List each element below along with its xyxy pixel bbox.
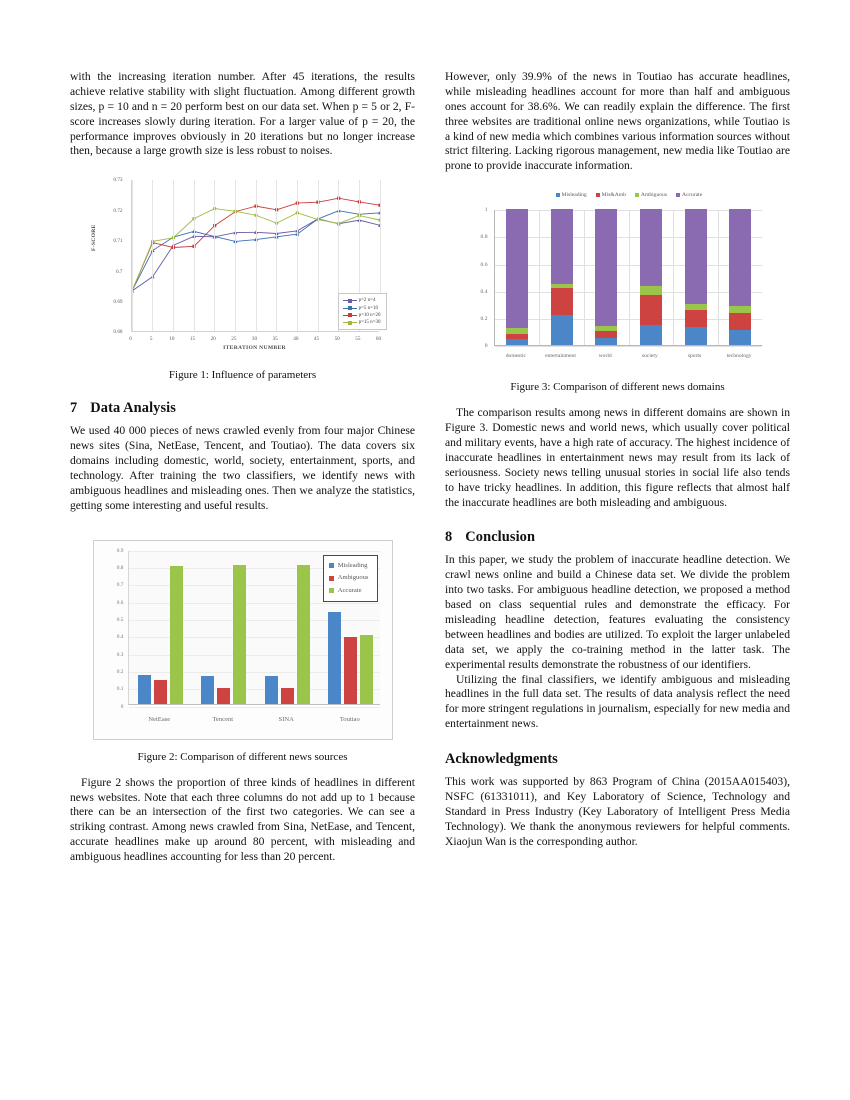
figure2-legend-item (329, 560, 369, 573)
figure2-legend (323, 555, 378, 603)
figure1-legend-item (343, 312, 381, 319)
figure1-legend-swatch (343, 320, 357, 325)
figure2-y-tick-label: 0 (120, 703, 124, 710)
figure2-legend-item (329, 572, 369, 585)
figure2-bar-group (129, 551, 193, 704)
figure3-legend-label: Mis&Amb (601, 192, 626, 199)
paragraph-data-analysis: We used 40 000 pieces of news crawled evenly from four major Chinese news sites (Sina, NetEase, Tencent, and Toutiao). The data covers six domains including domestic, world, society, entertainment, sports, and technology. After training the two classifiers, we identify news with ambiguous headlines and misleading ones. Then we analyze the statistics, getting some interesting and useful results. (70, 424, 415, 512)
figure1-gridline (194, 180, 195, 331)
figure3-legend-swatch (596, 193, 600, 197)
figure2-legend-label: Misleading (337, 561, 368, 569)
figure2-legend-item (329, 585, 369, 598)
figure3-legend-swatch (676, 193, 680, 197)
figure3-x-tick-label: world (598, 353, 612, 360)
section-number: 8 (445, 529, 453, 546)
figure1-x-tick-label: 25 (231, 336, 237, 343)
figure3-legend (556, 192, 703, 198)
figure2-legend-swatch (329, 576, 334, 581)
paragraph-toutiao-stats: However, only 39.9% of the news in Toutiao has accurate headlines, while misleading headlines account for more than half and ambiguous ones account for 38.6%. We can readily explain the difference. The first three websites are traditional online news organizations, while Toutiao is a kind of new media which combines various information sources without strict filtering. Lacking rigorous management, new media like Toutiao are prone to provide inaccurate information. (445, 70, 790, 173)
figure2-legend-swatch (329, 563, 334, 568)
figure3-bar-segment (729, 330, 751, 345)
paragraph-conclusion-1: In this paper, we study the problem of inaccurate headline detection. We crawl news online and build a Chinese data set. We divide the problem into two tasks. For ambiguous headline detection, we proposed a method based on class sequential rules and demonstrate the efficacy. For misleading headline detection, features evaluating the consistency between headlines and bodies are utilized. To exploit the larger unlabeled data set, we apply the co-training method in the latter task. The experimental results demonstrate the robustness of our identifiers. (445, 553, 790, 671)
section-number: 7 (70, 400, 78, 417)
figure3-legend-item (596, 192, 626, 198)
figure2-legend-label: Ambiguous (337, 574, 369, 582)
paragraph-figure3-discussion: The comparison results among news in different domains are shown in Figure 3. Domestic news and world news, which usually cover political and military events, have a high rate of accuracy. The highest incidence of inaccurate headlines in entertainment news may result from its lack of seriousness. Society news telling unusual stories in social life also tends to have tricky headlines. In addition, this figure reflects that almost half the inaccurate headlines are both misleading and ambiguous. (445, 406, 790, 509)
figure3-bar-segment (685, 327, 707, 345)
figure3-stacked-bar (729, 209, 751, 345)
figure1-gridline (132, 180, 133, 331)
figure1-legend-swatch (343, 306, 357, 311)
figure3-bar-segment (685, 209, 707, 303)
figure3-x-tick-label: technology (726, 353, 752, 360)
figure2-y-tick-label: 0.3 (116, 651, 124, 658)
figure1-y-tick-label: 0.68 (113, 329, 123, 336)
figure3-y-tick-label: 0 (484, 343, 488, 350)
paragraph-figure2-discussion: Figure 2 shows the proportion of three kinds of headlines in different news websites. Note that each three columns do not add up to 1 because there can be an intersection of the first two categories. We can see a striking contrast. Among news crawled from Sina, NetEase, and Tencent, accurate headlines make up around 80 percent, with misleading and ambiguous headlines accounting for less than 20 percent. (70, 775, 415, 864)
figure1-x-tick-label: 40 (293, 336, 299, 343)
figure1-caption: Figure 1: Influence of parameters (168, 369, 317, 382)
figure1-x-tick-label: 15 (189, 336, 196, 343)
figure1-x-tick-label: 60 (375, 336, 382, 343)
figure-2 (70, 540, 415, 763)
figure2-y-tick-label: 0.8 (116, 565, 124, 572)
figure3-gridline-vertical (673, 210, 674, 345)
figure1-y-tick-label: 0.7 (116, 268, 123, 275)
figure2-bar (201, 676, 214, 703)
figure2-caption: Figure 2: Comparison of different news sources (137, 750, 348, 763)
figure-1 (70, 173, 415, 381)
figure1-x-axis-title: ITERATION NUMBER (223, 345, 286, 352)
figure2-legend-label: Accurate (337, 586, 362, 594)
figure1-gridline (173, 180, 174, 331)
figure3-legend-item (635, 192, 667, 198)
figure2-bar (265, 676, 278, 703)
figure3-gridline (495, 346, 762, 347)
figure3-bar-segment (506, 339, 528, 345)
figure3-stacked-bar (595, 209, 617, 345)
figure3-y-tick-label: 0.4 (480, 288, 488, 295)
figure1-legend-item (343, 305, 381, 312)
figure1-y-axis-title: F-SCORE (90, 224, 97, 252)
figure1-x-tick-label: 35 (272, 336, 278, 343)
figure1-gridline (152, 180, 153, 331)
figure1-legend-item (343, 319, 381, 326)
figure3-bar-segment (640, 209, 662, 286)
figure2-bar (360, 635, 373, 704)
figure1-y-tick-label: 0.71 (113, 238, 123, 245)
figure3-legend-item (676, 192, 702, 198)
figure2-y-tick-label: 0.5 (116, 617, 124, 624)
figure3-y-tick-label: 1 (484, 207, 488, 214)
figure2-chart (93, 540, 393, 740)
figure3-gridline-vertical (584, 210, 585, 345)
figure3-stacked-bar (685, 209, 707, 345)
figure2-y-tick-label: 0.2 (116, 669, 124, 676)
figure1-gridline (214, 180, 215, 331)
figure1-legend-label: p=10 n=20 (358, 312, 381, 318)
figure1-chart (90, 173, 393, 358)
figure3-bar-segment (595, 331, 617, 338)
figure1-x-tick-label: 20 (210, 336, 216, 343)
figure1-legend-swatch (343, 313, 357, 318)
figure3-bar-segment (685, 304, 707, 311)
figure1-y-tick-label: 0.69 (113, 298, 123, 305)
figure2-bar (217, 688, 230, 704)
two-column-layout (70, 70, 790, 1040)
figure1-x-tick-label: 10 (169, 336, 175, 343)
figure3-bar-segment (729, 306, 751, 313)
figure2-x-tick-label: SINA (278, 715, 294, 723)
figure3-legend-swatch (556, 193, 560, 197)
figure2-y-tick-label: 0.4 (116, 634, 124, 641)
figure1-y-tick-label: 0.73 (113, 177, 123, 184)
figure2-bar (138, 675, 151, 703)
figure3-bar-segment (729, 313, 751, 331)
figure3-legend-label: Misleading (561, 192, 587, 199)
figure2-y-tick-label: 0.6 (116, 599, 124, 606)
figure2-bar (328, 612, 341, 703)
right-column (445, 70, 790, 1040)
figure3-y-tick-label: 0.8 (480, 234, 488, 241)
acknowledgments-heading: Acknowledgments (445, 751, 558, 768)
figure-3 (445, 192, 790, 393)
figure3-stacked-bar (506, 209, 528, 345)
figure3-bar-segment (506, 209, 528, 327)
figure3-plot-area (494, 210, 762, 346)
figure1-gridline (276, 180, 277, 331)
figure2-bar (344, 637, 357, 704)
figure2-bar (297, 565, 310, 704)
figure3-bar-segment (595, 338, 617, 345)
figure1-x-tick-label: 0 (129, 336, 132, 343)
figure2-gridline (129, 707, 380, 708)
figure2-bar-group (192, 551, 256, 704)
figure2-bar (154, 680, 167, 704)
figure2-bar-group (256, 551, 320, 704)
figure2-x-tick-label: Tencent (212, 715, 234, 723)
section-title: Data Analysis (90, 400, 176, 417)
figure3-x-tick-label: sports (687, 353, 702, 360)
figure2-y-tick-label: 0.1 (116, 686, 124, 693)
figure2-bar (233, 565, 246, 704)
figure3-legend-label: Ambiguous (640, 192, 668, 199)
paragraph-conclusion-2: Utilizing the final classifiers, we identify ambiguous and misleading headlines in the full data set. The results of data analysis reflect the need for more stringent regulations in journalism, especially for new media and entertainment news. (445, 672, 790, 731)
figure3-stacked-bar (551, 209, 573, 345)
figure2-y-tick-label: 0.7 (116, 582, 124, 589)
figure1-gridline (318, 180, 319, 331)
figure3-gridline-vertical (539, 210, 540, 345)
figure1-gridline (256, 180, 257, 331)
figure3-bar-segment (551, 209, 573, 283)
figure1-y-tick-label: 0.72 (113, 207, 123, 214)
figure1-legend-item (343, 297, 381, 304)
figure1-legend-label: p=15 n=30 (358, 320, 381, 326)
figure3-bar-segment (595, 209, 617, 326)
figure1-gridline (297, 180, 298, 331)
figure3-bar-segment (640, 295, 662, 325)
section-heading-conclusion (445, 529, 790, 546)
figure3-legend-item (556, 192, 587, 198)
paragraph-continuation: with the increasing iteration number. After 45 iterations, the results achieve relative stability with slight fluctuation. Among different growth sizes, p = 10 and n = 20 perform best on our data set. When p = 5 or 2, F-score increases slowly during iteration. For a larger value of p = 20, the performance improves obviously in 20 iterations but no longer increase then, because a large growth size is less robust to noises. (70, 70, 415, 158)
figure3-legend-swatch (635, 193, 639, 197)
figure1-x-tick-label: 45 (313, 336, 320, 343)
section-heading-data-analysis (70, 400, 415, 417)
figure2-y-tick-label: 0.9 (116, 547, 124, 554)
figure3-chart (468, 192, 768, 370)
figure1-legend-label: p=5 n=10 (358, 305, 378, 311)
figure3-x-tick-label: society (641, 353, 658, 360)
figure3-y-tick-label: 0.2 (480, 316, 488, 323)
figure2-bar (170, 566, 183, 704)
figure3-bar-segment (729, 209, 751, 306)
figure1-legend-swatch (343, 298, 357, 303)
figure3-x-tick-label: domestic (505, 353, 526, 360)
figure2-legend-swatch (329, 588, 334, 593)
figure3-x-tick-label: entertainment (545, 353, 576, 360)
figure3-bar-segment (640, 325, 662, 345)
figure1-x-tick-label: 55 (355, 336, 361, 343)
figure3-gridline-vertical (718, 210, 719, 345)
figure1-gridline (235, 180, 236, 331)
paragraph-acknowledgments: This work was supported by 863 Program of China (2015AA015403), NSFC (61331011), and Key Laboratory of Science, Technology and Standard in Press Industry (Key Laboratory of Intelligent Press Media Technology). We thank the anonymous reviewers for helpful comments. Xiaojun Wan is the corresponding author. (445, 775, 790, 848)
figure3-legend-label: Accurate (682, 192, 703, 199)
figure1-x-tick-label: 50 (334, 336, 340, 343)
figure1-x-tick-label: 5 (149, 336, 153, 343)
section-title: Conclusion (465, 529, 536, 546)
figure3-gridline-vertical (629, 210, 630, 345)
figure2-x-tick-label: Toutiao (339, 715, 360, 723)
figure2-bar (281, 688, 294, 704)
figure3-y-tick-label: 0.6 (480, 261, 488, 268)
figure3-bar-segment (685, 310, 707, 327)
figure1-legend-label: p=2 n=4 (358, 298, 376, 304)
figure2-x-tick-label: NetEase (148, 715, 171, 723)
figure3-bar-segment (551, 315, 573, 346)
left-column (70, 70, 415, 1040)
figure1-x-tick-label: 30 (251, 336, 258, 343)
figure3-bar-segment (640, 286, 662, 295)
figure3-caption: Figure 3: Comparison of different news domains (510, 381, 725, 394)
figure3-bar-segment (551, 288, 573, 315)
figure3-stacked-bar (640, 209, 662, 345)
figure1-legend (338, 293, 387, 330)
